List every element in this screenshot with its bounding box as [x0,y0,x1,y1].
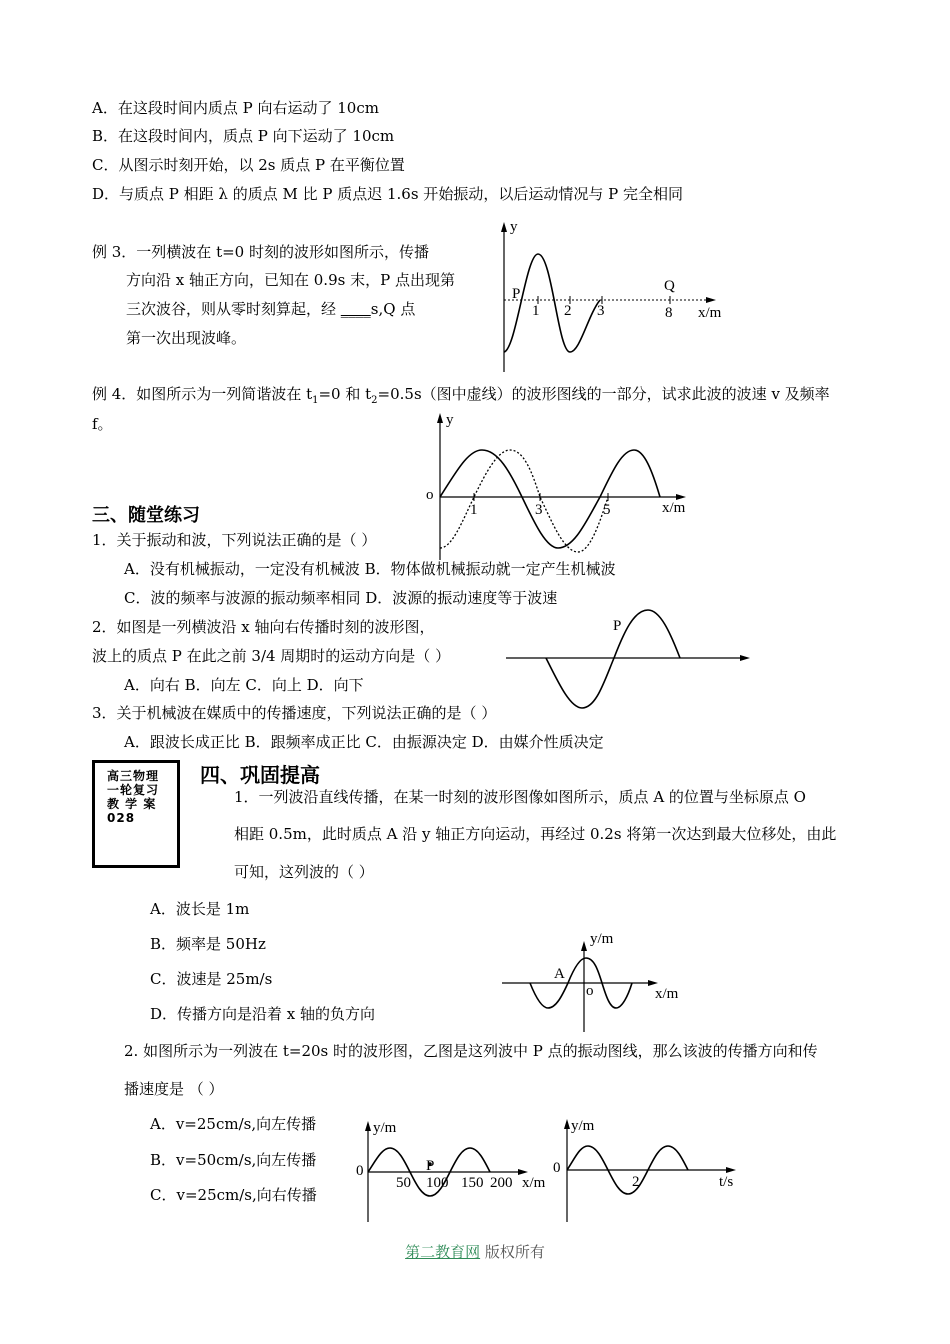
ex3-line2: 方向沿 x 轴正方向，已知在 0.9s 末，P 点出现第 [126,271,455,289]
ex3-p-label: P [512,286,521,302]
ex3-q-label: Q [664,278,675,294]
sec3-q1-cd: C．波的频率与波源的振动频率相同 D．波源的振动速度等于波速 [124,589,558,607]
sec3-q1-ab: A．没有机械振动，一定没有机械波 B．物体做机械振动就一定产生机械波 [124,560,616,578]
ex3-line1: 例 3．一列横波在 t=0 时刻的波形如图所示，传播 [92,243,429,261]
ex4-line2: f。 [92,415,113,433]
sec4-q2b-tick-2: 2 [632,1174,640,1190]
sec4-q2a-tick-150: 150 [461,1175,484,1191]
ex3-y-label: y [510,219,518,235]
badge-line-1: 高三物理 [107,769,160,783]
option-d: D．与质点 P 相距 λ 的质点 M 比 P 质点迟 1.6s 开始振动，以后运动情况与 P 完全相同 [92,185,683,203]
option-a: A．在这段时间内质点 P 向右运动了 10cm [92,99,379,117]
sec4-q1-a-label: A [554,966,565,982]
sec4-q1-option-a: A．波长是 1m [150,900,250,918]
option-c: C．从图示时刻开始，以 2s 质点 P 在平衡位置 [92,156,405,174]
section4-heading: 四、巩固提高 [200,763,320,787]
sec4-q1-option-b: B．频率是 50Hz [150,935,266,953]
sec4-q2a-tick-100: 100 [426,1175,449,1191]
sec4-q2-option-a: A．v=25cm/s,向左传播 [150,1115,317,1133]
ex4-x-label: x/m [662,500,686,516]
sec4-q2-option-c: C．v=25cm/s,向右传播 [150,1186,317,1204]
sec3-q2-line2: 波上的质点 P 在此之前 3/4 周期时的运动方向是（ ） [92,647,451,665]
ex4-y-label: y [446,412,454,428]
sec4-q2-line2: 播速度是 （ ） [124,1080,224,1098]
option-b: B．在这段时间内，质点 P 向下运动了 10cm [92,127,395,145]
ex4-line1: 例 4．如图所示为一列简谐波在 $t_1=0$ 和 $t_2=0.5s$（图中虚线）的波形图线的一部分，试求此波的波速 v 及频率 [92,385,830,406]
sec4-q1-line2: 相距 0.5m，此时质点 A 沿 y 轴正方向运动，再经过 0.2s 将第一次达到最大位移处，由此 [234,825,837,843]
sec4-q2b-y-label: y/m [571,1118,595,1134]
sec3-q2-options: A．向右 B．向左 C．向上 D．向下 [124,676,364,694]
sec4-q1-x-label: x/m [655,986,679,1002]
sec3-q1: 1．关于振动和波，下列说法正确的是（ ） [92,531,377,549]
sec3-q3: 3．关于机械波在媒质中的传播速度，下列说法正确的是（ ） [92,704,497,722]
sec4-q1-line1: 1．一列波沿直线传播，在某一时刻的波形图像如图所示，质点 A 的位置与坐标原点 O [234,788,806,806]
sec3-q2-p-label: P [613,618,622,634]
sec3-q2-line1: 2．如图是一列横波沿 x 轴向右传播时刻的波形图， [92,618,435,636]
sec4-q1-y-label: y/m [590,931,614,947]
badge-line-3: 教 学 案 [107,797,157,811]
sec4-q2a-zero-label: 0 [356,1163,364,1179]
ex4-tick-label-5: 5 [603,502,611,518]
ex3-tick-label-2: 2 [564,303,572,319]
sec4-q2b-y-arrow [564,1119,570,1129]
sec4-q2a-tick-50: 50 [396,1175,411,1191]
ex3-tick-label-1: 1 [532,303,540,319]
sec4-q2a-y-label: y/m [373,1120,397,1136]
ex4-tick-label-3: 3 [535,502,543,518]
footer-link[interactable]: 第二教育网 [405,1243,481,1261]
ex4-tick-label-1: 1 [470,502,478,518]
ex3-x-label: x/m [698,305,722,321]
ex3-line4: 第一次出现波峰。 [126,329,247,347]
ex4-origin-label: o [426,487,434,503]
sec4-q2b-x-label: t/s [719,1174,734,1190]
sec4-q2-option-b: B．v=50cm/s,向左传播 [150,1151,317,1169]
sec4-q2a-tick-200: 200 [490,1175,513,1191]
section3-heading: 三、随堂练习 [92,505,200,526]
sec4-q1-option-c: C．波速是 25m/s [150,970,273,988]
footer [0,1241,950,1262]
footer-copyright: 版权所有 [480,1243,545,1261]
sec4-q2a-p-label: P [426,1158,435,1174]
ex3-tick-label-8: 8 [665,305,673,321]
sec4-q1-origin-label: o [586,983,594,999]
badge-line-4: 028 [107,811,136,825]
sec4-q1-line3: 可知，这列波的（ ） [234,863,374,881]
sec4-q2b-zero-label: 0 [553,1160,561,1176]
ex3-line3: 三次波谷，则从零时刻算起，经 ____s,Q 点 [126,300,416,318]
sec4-q2a-x-label: x/m [522,1175,546,1191]
ex3-tick-label-3: 3 [597,303,605,319]
sec4-q2b-x-arrow [726,1167,736,1173]
sec4-q2-line1: 2. 如图所示为一列波在 t=20s 时的波形图，乙图是这列波中 P 点的振动图线，那么该波的传播方向和传 [124,1042,818,1060]
badge-line-2: 一轮复习 [107,783,160,797]
sec4-q1-option-d: D．传播方向是沿着 x 轴的负方向 [150,1005,376,1023]
sec3-q3-options: A．跟波长成正比 B．跟频率成正比 C．由振源决定 D．由媒介性质决定 [124,733,604,751]
